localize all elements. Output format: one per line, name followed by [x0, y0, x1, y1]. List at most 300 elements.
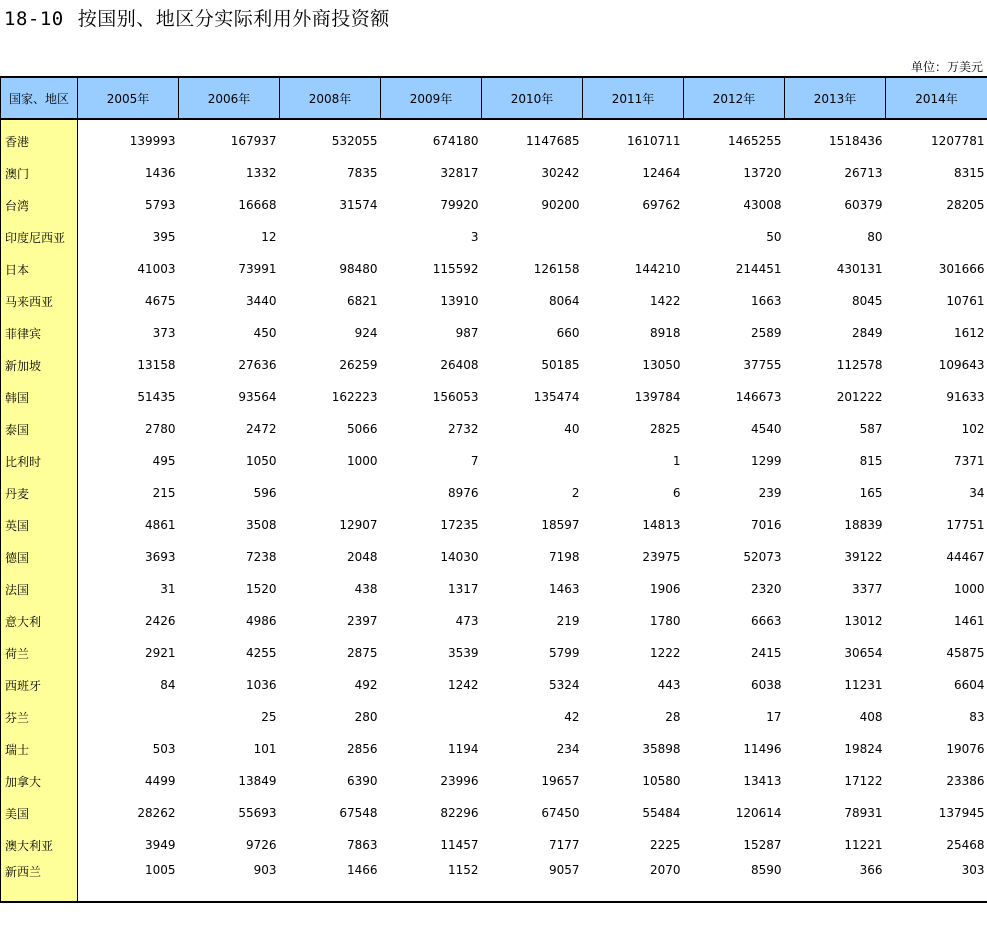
value-cell: 13158: [137, 358, 176, 372]
value-cell: 1463: [548, 582, 580, 596]
value-cell: 13012: [844, 614, 883, 628]
value-cell: 17: [766, 710, 782, 724]
value-cell: 82296: [440, 806, 479, 820]
value-cell: 109643: [938, 358, 985, 372]
region-name: [1, 381, 78, 413]
value-cell: 16668: [238, 198, 277, 212]
value-cell: 8315: [953, 166, 985, 180]
value-cell: 2: [571, 486, 580, 500]
value-cell: 8976: [447, 486, 479, 500]
value-cell: 1000: [346, 454, 378, 468]
table-row: [1, 285, 987, 317]
value-cell: 120614: [735, 806, 782, 820]
region-name: [1, 733, 78, 765]
table-row: [1, 733, 987, 765]
table-row: [1, 413, 987, 445]
table-number: 18-10: [4, 8, 64, 30]
value-cell: 2875: [346, 646, 378, 660]
table-row: [1, 189, 987, 221]
year-header: 2011年: [583, 77, 684, 119]
value-cell: 79920: [440, 198, 479, 212]
value-cell: 1036: [245, 678, 277, 692]
value-cell: 5066: [346, 422, 378, 436]
value-cell: 28: [665, 710, 681, 724]
table-row: [1, 381, 987, 413]
value-cell: 3: [470, 230, 479, 244]
value-cell: [280, 477, 381, 509]
value-cell: 26259: [339, 358, 378, 372]
value-cell: 815: [859, 454, 883, 468]
value-cell: 137945: [938, 806, 985, 820]
value-cell: 2589: [750, 326, 782, 340]
value-cell: [886, 221, 987, 253]
region-name: [1, 573, 78, 605]
value-cell: 2397: [346, 614, 378, 628]
value-cell: 73991: [238, 262, 277, 276]
value-cell: 51435: [137, 390, 176, 404]
value-cell: 987: [455, 326, 479, 340]
value-cell: 1612: [953, 326, 985, 340]
region-name-text: 新加坡: [5, 358, 42, 373]
value-cell: 1518436: [829, 134, 883, 148]
value-cell: 201222: [836, 390, 883, 404]
value-cell: 660: [556, 326, 580, 340]
value-cell: 11457: [440, 838, 479, 852]
value-cell: 1780: [649, 614, 681, 628]
value-cell: 303: [886, 861, 987, 902]
region-name: [1, 445, 78, 477]
value-cell: 1610711: [627, 134, 681, 148]
value-cell: 473: [455, 614, 479, 628]
value-cell: 17122: [844, 774, 883, 788]
value-cell: [583, 221, 684, 253]
value-cell: 1000: [953, 582, 985, 596]
value-cell: 4675: [144, 294, 176, 308]
value-cell: 7238: [245, 550, 277, 564]
value-cell: 18597: [541, 518, 580, 532]
value-cell: 28205: [946, 198, 985, 212]
value-cell: 1207781: [931, 134, 985, 148]
value-cell: 7177: [548, 838, 580, 852]
region-name-text: 台湾: [5, 198, 30, 213]
value-cell: 1: [672, 454, 681, 468]
value-cell: 17751: [946, 518, 985, 532]
value-cell: 6821: [346, 294, 378, 308]
value-cell: 1332: [245, 166, 277, 180]
value-cell: 301666: [938, 262, 985, 276]
value-cell: 7863: [346, 838, 378, 852]
year-header: 2006年: [179, 77, 280, 119]
value-cell: 13413: [743, 774, 782, 788]
value-cell: 98480: [339, 262, 378, 276]
value-cell: 126158: [533, 262, 580, 276]
region-name-text: 美国: [5, 806, 30, 821]
value-cell: 12464: [642, 166, 681, 180]
value-cell: 84: [160, 678, 176, 692]
value-cell: 2825: [649, 422, 681, 436]
value-cell: 1663: [750, 294, 782, 308]
value-cell: 8918: [649, 326, 681, 340]
year-header: 2010年: [482, 77, 583, 119]
region-name-text: 法国: [5, 582, 30, 597]
region-name: [1, 541, 78, 573]
region-name: [1, 253, 78, 285]
value-cell: 69762: [642, 198, 681, 212]
value-cell: 19824: [844, 742, 883, 756]
value-cell: 9057: [482, 861, 583, 902]
value-cell: 5799: [548, 646, 580, 660]
value-cell: 1466: [280, 861, 381, 902]
value-cell: 1222: [649, 646, 681, 660]
value-cell: 2732: [447, 422, 479, 436]
year-header: 2005年: [78, 77, 179, 119]
value-cell: 924: [354, 326, 378, 340]
value-cell: 52073: [743, 550, 782, 564]
value-cell: 366: [785, 861, 886, 902]
table-row: [1, 701, 987, 733]
value-cell: 11221: [844, 838, 883, 852]
region-name-text: 芬兰: [5, 710, 30, 725]
region-name: [1, 701, 78, 733]
value-cell: 3508: [245, 518, 277, 532]
value-cell: 13050: [642, 358, 681, 372]
table-title: 按国别、地区分实际利用外商投资额: [77, 8, 390, 30]
value-cell: 1242: [447, 678, 479, 692]
value-cell: 26713: [844, 166, 883, 180]
value-cell: [280, 221, 381, 253]
value-cell: 67450: [541, 806, 580, 820]
region-name: [1, 413, 78, 445]
value-cell: 50185: [541, 358, 580, 372]
value-cell: [482, 221, 583, 253]
region-name-text: 泰国: [5, 422, 30, 437]
value-cell: 903: [179, 861, 280, 902]
year-header: 2012年: [684, 77, 785, 119]
value-cell: 219: [556, 614, 580, 628]
value-cell: 280: [354, 710, 378, 724]
value-cell: 450: [253, 326, 277, 340]
value-cell: 2048: [346, 550, 378, 564]
region-name-text: 日本: [5, 262, 30, 277]
value-cell: 91633: [946, 390, 985, 404]
value-cell: 587: [859, 422, 883, 436]
table-row: [1, 221, 987, 253]
value-cell: 55484: [642, 806, 681, 820]
table-row: [1, 765, 987, 797]
value-cell: 443: [657, 678, 681, 692]
region-name: [1, 349, 78, 381]
value-cell: 25468: [946, 838, 985, 852]
value-cell: 37755: [743, 358, 782, 372]
value-cell: 6604: [953, 678, 985, 692]
value-cell: 6390: [346, 774, 378, 788]
value-cell: 162223: [331, 390, 378, 404]
value-cell: 1005: [78, 861, 179, 902]
value-cell: 19657: [541, 774, 580, 788]
year-header: 2008年: [280, 77, 381, 119]
table-row: [1, 797, 987, 829]
value-cell: 40: [564, 422, 580, 436]
value-cell: 78931: [844, 806, 883, 820]
region-name-text: 丹麦: [5, 486, 30, 501]
year-header: 2009年: [381, 77, 482, 119]
table-row: [1, 669, 987, 701]
value-cell: 395: [152, 230, 176, 244]
value-cell: [381, 701, 482, 733]
value-cell: 492: [354, 678, 378, 692]
region-name: [1, 797, 78, 829]
year-header: 2013年: [785, 77, 886, 119]
region-name: 澳大利亚: [1, 829, 78, 861]
value-cell: 13849: [238, 774, 277, 788]
value-cell: 503: [152, 742, 176, 756]
region-name-text: 香港: [5, 134, 30, 149]
value-cell: 31: [160, 582, 176, 596]
value-cell: 408: [859, 710, 883, 724]
value-cell: 1465255: [728, 134, 782, 148]
value-cell: 18839: [844, 518, 883, 532]
value-cell: 4986: [245, 614, 277, 628]
value-cell: 156053: [432, 390, 479, 404]
table-row: [1, 445, 987, 477]
unit-label: 单位：万美元: [910, 60, 983, 74]
value-cell: 3440: [245, 294, 277, 308]
value-cell: 13720: [743, 166, 782, 180]
value-cell: 80: [867, 230, 883, 244]
value-cell: 7016: [750, 518, 782, 532]
value-cell: 139993: [129, 134, 176, 148]
value-cell: 4255: [245, 646, 277, 660]
region-name: 马来西亚: [1, 285, 78, 317]
value-cell: 41003: [137, 262, 176, 276]
value-cell: 6038: [750, 678, 782, 692]
value-cell: 1194: [447, 742, 479, 756]
value-cell: 1422: [649, 294, 681, 308]
region-name: [1, 605, 78, 637]
value-cell: 4540: [750, 422, 782, 436]
value-cell: 15287: [743, 838, 782, 852]
value-cell: 32817: [440, 166, 479, 180]
value-cell: 45875: [946, 646, 985, 660]
value-cell: 11231: [844, 678, 883, 692]
year-header: 2014年: [886, 77, 987, 119]
value-cell: 165: [859, 486, 883, 500]
value-cell: 12: [261, 230, 277, 244]
value-cell: 1520: [245, 582, 277, 596]
region-name-text: 意大利: [5, 614, 42, 629]
value-cell: 1317: [447, 582, 479, 596]
value-cell: 39122: [844, 550, 883, 564]
region-name: [1, 317, 78, 349]
value-cell: 42: [564, 710, 580, 724]
value-cell: 34: [969, 486, 985, 500]
page-title: [4, 4, 390, 31]
value-cell: 10580: [642, 774, 681, 788]
region-name-text: 比利时: [5, 454, 42, 469]
value-cell: 25: [261, 710, 277, 724]
value-cell: 7835: [346, 166, 378, 180]
value-cell: 1050: [245, 454, 277, 468]
region-name: [1, 765, 78, 797]
table-row: [1, 157, 987, 189]
value-cell: 8590: [684, 861, 785, 902]
value-cell: 1461: [953, 614, 985, 628]
value-cell: 2225: [649, 838, 681, 852]
investment-table: [0, 76, 987, 903]
value-cell: 30242: [541, 166, 580, 180]
value-cell: 674180: [432, 134, 479, 148]
value-cell: 115592: [432, 262, 479, 276]
value-cell: 2426: [144, 614, 176, 628]
value-cell: 3377: [851, 582, 883, 596]
table-row: [1, 125, 987, 157]
value-cell: 4861: [144, 518, 176, 532]
value-cell: 8064: [548, 294, 580, 308]
value-cell: 430131: [836, 262, 883, 276]
value-cell: 532055: [331, 134, 378, 148]
region-name: [1, 477, 78, 509]
value-cell: 2780: [144, 422, 176, 436]
table-row: [1, 317, 987, 349]
value-cell: 9726: [245, 838, 277, 852]
value-cell: 83: [969, 710, 985, 724]
value-cell: 101: [253, 742, 277, 756]
value-cell: 3693: [144, 550, 176, 564]
value-cell: 6663: [750, 614, 782, 628]
value-cell: 60379: [844, 198, 883, 212]
value-cell: 55693: [238, 806, 277, 820]
value-cell: 1906: [649, 582, 681, 596]
value-cell: 167937: [230, 134, 277, 148]
value-cell: 44467: [946, 550, 985, 564]
region-name-text: 韩国: [5, 390, 30, 405]
region-name: 印度尼西亚: [1, 221, 78, 253]
value-cell: 3539: [447, 646, 479, 660]
table-row: [1, 637, 987, 669]
table-row: [1, 861, 987, 902]
value-cell: 102: [961, 422, 985, 436]
value-cell: 7198: [548, 550, 580, 564]
table-body: [1, 119, 987, 902]
value-cell: 1299: [750, 454, 782, 468]
region-name: [1, 157, 78, 189]
value-cell: 146673: [735, 390, 782, 404]
value-cell: 19076: [946, 742, 985, 756]
value-cell: [482, 445, 583, 477]
value-cell: 5324: [548, 678, 580, 692]
value-cell: 495: [152, 454, 176, 468]
value-cell: 438: [354, 582, 378, 596]
value-cell: 112578: [836, 358, 883, 372]
header-row: [1, 77, 987, 119]
value-cell: 1436: [144, 166, 176, 180]
value-cell: 2849: [851, 326, 883, 340]
value-cell: 2320: [750, 582, 782, 596]
region-name-text: 西班牙: [5, 678, 42, 693]
region-name-text: 澳门: [5, 166, 30, 181]
region-name: [1, 669, 78, 701]
value-cell: 8045: [851, 294, 883, 308]
value-cell: 1152: [381, 861, 482, 902]
value-cell: 1147685: [526, 134, 580, 148]
value-cell: 28262: [137, 806, 176, 820]
region-name-text: 新西兰: [5, 865, 42, 879]
value-cell: 90200: [541, 198, 580, 212]
value-cell: 5793: [144, 198, 176, 212]
value-cell: 14813: [642, 518, 681, 532]
value-cell: 6: [672, 486, 681, 500]
region-name-text: 加拿大: [5, 774, 42, 789]
value-cell: 12907: [339, 518, 378, 532]
region-name: [1, 509, 78, 541]
value-cell: 14030: [440, 550, 479, 564]
value-cell: 26408: [440, 358, 479, 372]
value-cell: 31574: [339, 198, 378, 212]
value-cell: 135474: [533, 390, 580, 404]
value-cell: 67548: [339, 806, 378, 820]
value-cell: 2070: [583, 861, 684, 902]
value-cell: 2921: [144, 646, 176, 660]
value-cell: 50: [766, 230, 782, 244]
table-row: [1, 253, 987, 285]
table-row: [1, 349, 987, 381]
value-cell: 27636: [238, 358, 277, 372]
value-cell: 215: [152, 486, 176, 500]
region-name-text: 英国: [5, 518, 30, 533]
value-cell: 239: [758, 486, 782, 500]
value-cell: 23996: [440, 774, 479, 788]
value-cell: 2472: [245, 422, 277, 436]
value-cell: 144210: [634, 262, 681, 276]
value-cell: [78, 701, 179, 733]
table-row: [1, 829, 987, 861]
value-cell: 10761: [946, 294, 985, 308]
region-name-text: 荷兰: [5, 646, 30, 661]
value-cell: 2415: [750, 646, 782, 660]
table-row: [1, 541, 987, 573]
region-name-text: 菲律宾: [5, 326, 42, 341]
value-cell: 7: [470, 454, 479, 468]
table-row: [1, 509, 987, 541]
region-name: [1, 189, 78, 221]
region-name: [1, 125, 78, 157]
value-cell: 7371: [953, 454, 985, 468]
value-cell: 17235: [440, 518, 479, 532]
value-cell: 3949: [144, 838, 176, 852]
value-cell: 11496: [743, 742, 782, 756]
value-cell: 214451: [735, 262, 782, 276]
value-cell: 234: [556, 742, 580, 756]
region-name-text: 德国: [5, 550, 30, 565]
table-row: [1, 573, 987, 605]
value-cell: 23975: [642, 550, 681, 564]
region-name: [1, 637, 78, 669]
value-cell: 4499: [144, 774, 176, 788]
value-cell: 373: [152, 326, 176, 340]
value-cell: 23386: [946, 774, 985, 788]
value-cell: 93564: [238, 390, 277, 404]
value-cell: 596: [253, 486, 277, 500]
value-cell: 2856: [346, 742, 378, 756]
value-cell: 13910: [440, 294, 479, 308]
corner-header: 国家、地区: [1, 77, 78, 119]
value-cell: 35898: [642, 742, 681, 756]
table-row: [1, 605, 987, 637]
region-name-text: 瑞士: [5, 742, 30, 757]
value-cell: 139784: [634, 390, 681, 404]
table-row: [1, 477, 987, 509]
value-cell: 43008: [743, 198, 782, 212]
